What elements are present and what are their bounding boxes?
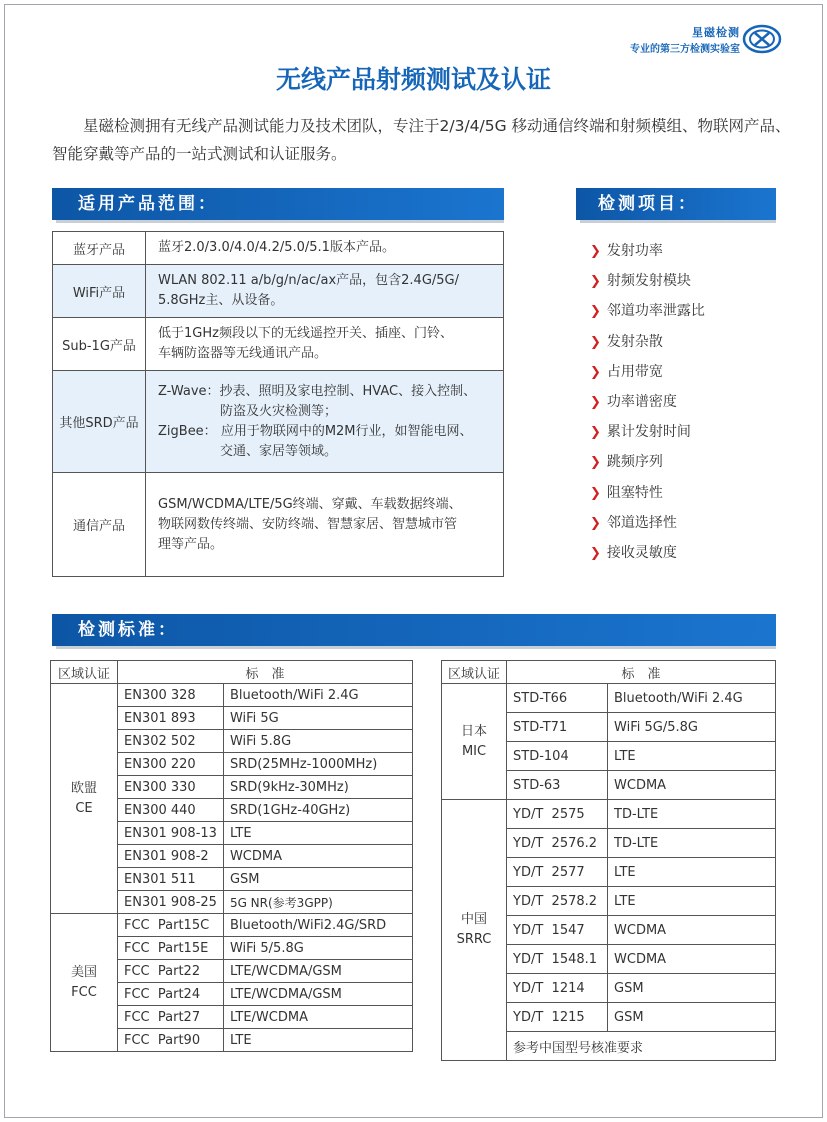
standard-code: YD/T 2578.2 <box>507 887 608 916</box>
col-header-region: 区域认证 <box>51 661 118 684</box>
standard-scope: Bluetooth/WiFi2.4G/SRD <box>223 914 412 937</box>
standard-code: EN300 440 <box>118 799 224 822</box>
table-row <box>51 914 413 937</box>
chevron-right-icon: ❯ <box>590 545 601 561</box>
standards-banner: 检测标准： <box>52 614 776 646</box>
product-name: 其他SRD产品 <box>53 371 146 473</box>
chevron-right-icon: ❯ <box>590 394 601 410</box>
chevron-right-icon: ❯ <box>590 334 601 350</box>
standard-scope: LTE/WCDMA <box>223 1006 412 1029</box>
standard-code: STD-T66 <box>507 684 608 713</box>
list-item: ❯ 跳频序列 <box>590 454 663 471</box>
test-items-list <box>590 240 705 572</box>
chevron-right-icon: ❯ <box>590 274 601 290</box>
table-row <box>53 473 504 577</box>
product-desc: WLAN 802.11 a/b/g/n/ac/ax产品，包含2.4G/5G/ 5.8GHz主、从设备。 <box>146 265 504 318</box>
standard-code: FCC Part22 <box>118 960 224 983</box>
standard-code: YD/T 2577 <box>507 858 608 887</box>
standard-scope: SRD(9kHz-30MHz) <box>223 776 412 799</box>
table-row <box>53 371 504 473</box>
region-cell: 日本 MIC <box>442 684 507 800</box>
standards-table-right <box>441 660 776 1061</box>
intro-paragraph: 星磁检测拥有无线产品测试能力及技术团队，专注于2/3/4/5G 移动通信终端和射频模组、物联网产品、智能穿戴等产品的一站式测试和认证服务。 <box>52 117 791 163</box>
standard-code: STD-104 <box>507 742 608 771</box>
chevron-right-icon: ❯ <box>590 485 601 501</box>
standard-code: EN301 908-25 <box>118 891 224 914</box>
table-row <box>53 265 504 318</box>
standard-code: EN301 908-2 <box>118 845 224 868</box>
standard-scope: WCDMA <box>223 845 412 868</box>
standard-code: YD/T 1214 <box>507 974 608 1003</box>
list-item: ❯ 占用带宽 <box>590 363 663 380</box>
product-name: Sub-1G产品 <box>53 318 146 371</box>
standard-code: FCC Part27 <box>118 1006 224 1029</box>
standard-code: EN301 511 <box>118 868 224 891</box>
table-row <box>53 232 504 265</box>
standard-scope: GSM <box>608 974 776 1003</box>
list-item: ❯ 阻塞特性 <box>590 484 663 501</box>
header-logo <box>612 22 792 58</box>
region-cell: 美国 FCC <box>51 914 118 1052</box>
page-title: 无线产品射频测试及认证 <box>275 65 551 94</box>
standards-table-left <box>50 660 413 1052</box>
chevron-right-icon: ❯ <box>590 244 601 259</box>
standard-scope: WCDMA <box>608 771 776 800</box>
chevron-right-icon: ❯ <box>590 455 601 471</box>
standard-scope: Bluetooth/WiFi 2.4G <box>223 684 412 707</box>
standard-code: FCC Part15C <box>118 914 224 937</box>
table-row <box>51 684 413 707</box>
standard-code: FCC Part15E <box>118 937 224 960</box>
standard-note: 参考中国型号核准要求 <box>507 1032 776 1061</box>
product-desc: GSM/WCDMA/LTE/5G终端、穿戴、车载数据终端、 物联网数传终端、安防终端、智慧家居、智慧城市管 理等产品。 <box>146 473 504 577</box>
standard-code: YD/T 1548.1 <box>507 945 608 974</box>
standard-code: EN300 328 <box>118 684 224 707</box>
list-item: ❯ 累计发射时间 <box>590 424 691 441</box>
table-row <box>442 684 776 713</box>
chevron-right-icon: ❯ <box>590 425 601 441</box>
standard-code: EN301 908-13 <box>118 822 224 845</box>
standard-scope: WiFi 5.8G <box>223 730 412 753</box>
list-item: ❯ 发射杂散 <box>590 333 663 350</box>
product-desc: Z-Wave：抄表、照明及家电控制、HVAC、接入控制、 防盗及火灾检测等； ZigBee： 应用于物联网中的M2M行业，如智能电网、 交通、家居等领域。 <box>146 371 504 473</box>
product-name: 通信产品 <box>53 473 146 577</box>
standard-code: FCC Part24 <box>118 983 224 1006</box>
product-name: 蓝牙产品 <box>53 232 146 265</box>
standard-scope: LTE <box>223 822 412 845</box>
standard-scope: LTE <box>608 887 776 916</box>
chevron-right-icon: ❯ <box>590 304 601 320</box>
standard-code: EN300 220 <box>118 753 224 776</box>
standard-scope: LTE <box>223 1029 412 1052</box>
region-cell: 中国 SRRC <box>442 800 507 1061</box>
standard-scope: WiFi 5G <box>223 707 412 730</box>
brand-slogan: 专业的第三方检测实验室 <box>630 44 740 55</box>
banner-shadow <box>56 220 504 223</box>
table-row <box>442 800 776 829</box>
standard-scope: SRD(1GHz-40GHz) <box>223 799 412 822</box>
col-header-standard: 标 准 <box>118 661 413 684</box>
col-header-region: 区域认证 <box>442 661 507 684</box>
standard-scope: GSM <box>223 868 412 891</box>
standard-scope: LTE/WCDMA/GSM <box>223 983 412 1006</box>
standard-code: YD/T 2575 <box>507 800 608 829</box>
standard-scope: WiFi 5G/5.8G <box>608 713 776 742</box>
standard-scope: TD-LTE <box>608 829 776 858</box>
standard-code: YD/T 1547 <box>507 916 608 945</box>
product-desc: 低于1GHz频段以下的无线遥控开关、插座、门铃、 车辆防盗器等无线通讯产品。 <box>146 318 504 371</box>
standard-scope: WCDMA <box>608 945 776 974</box>
table-row <box>53 318 504 371</box>
standard-code: EN300 330 <box>118 776 224 799</box>
standard-scope: Bluetooth/WiFi 2.4G <box>608 684 776 713</box>
standard-code: FCC Part90 <box>118 1029 224 1052</box>
col-header-standard: 标 准 <box>507 661 776 684</box>
standard-scope: TD-LTE <box>608 800 776 829</box>
test-items-banner: 检测项目： <box>576 188 776 220</box>
standard-code: YD/T 2576.2 <box>507 829 608 858</box>
brand-name: 星磁检测 <box>692 26 740 39</box>
standard-code: EN302 502 <box>118 730 224 753</box>
standard-scope: SRD(25MHz-1000MHz) <box>223 753 412 776</box>
list-item: ❯ 接收灵敏度 <box>590 544 677 561</box>
standard-code: STD-T71 <box>507 713 608 742</box>
table-header-row <box>442 661 776 684</box>
chevron-right-icon: ❯ <box>590 515 601 531</box>
region-cell: 欧盟 CE <box>51 684 118 914</box>
list-item: ❯ 邻道功率泄露比 <box>590 303 705 320</box>
chevron-right-icon: ❯ <box>590 364 601 380</box>
standard-scope: WiFi 5/5.8G <box>223 937 412 960</box>
table-header-row <box>51 661 413 684</box>
standard-code: EN301 893 <box>118 707 224 730</box>
standard-scope: GSM <box>608 1003 776 1032</box>
banner-shadow <box>56 646 776 649</box>
banner-shadow <box>580 220 776 223</box>
products-table <box>52 231 504 577</box>
standard-scope: LTE/WCDMA/GSM <box>223 960 412 983</box>
standard-code: STD-63 <box>507 771 608 800</box>
product-desc: 蓝牙2.0/3.0/4.0/4.2/5.0/5.1版本产品。 <box>146 232 504 265</box>
products-banner: 适用产品范围： <box>52 188 504 220</box>
list-item: ❯ 邻道选择性 <box>590 514 677 531</box>
standard-scope: WCDMA <box>608 916 776 945</box>
standard-scope: LTE <box>608 858 776 887</box>
standard-code: YD/T 1215 <box>507 1003 608 1032</box>
product-name: WiFi产品 <box>53 265 146 318</box>
list-item: ❯ 射频发射模块 <box>590 273 691 290</box>
list-item: ❯ 发射功率 <box>590 243 663 259</box>
standard-scope: LTE <box>608 742 776 771</box>
list-item: ❯ 功率谱密度 <box>590 393 677 410</box>
xc-logo-icon <box>742 24 782 54</box>
standard-scope: 5G NR(参考3GPP) <box>223 891 412 914</box>
